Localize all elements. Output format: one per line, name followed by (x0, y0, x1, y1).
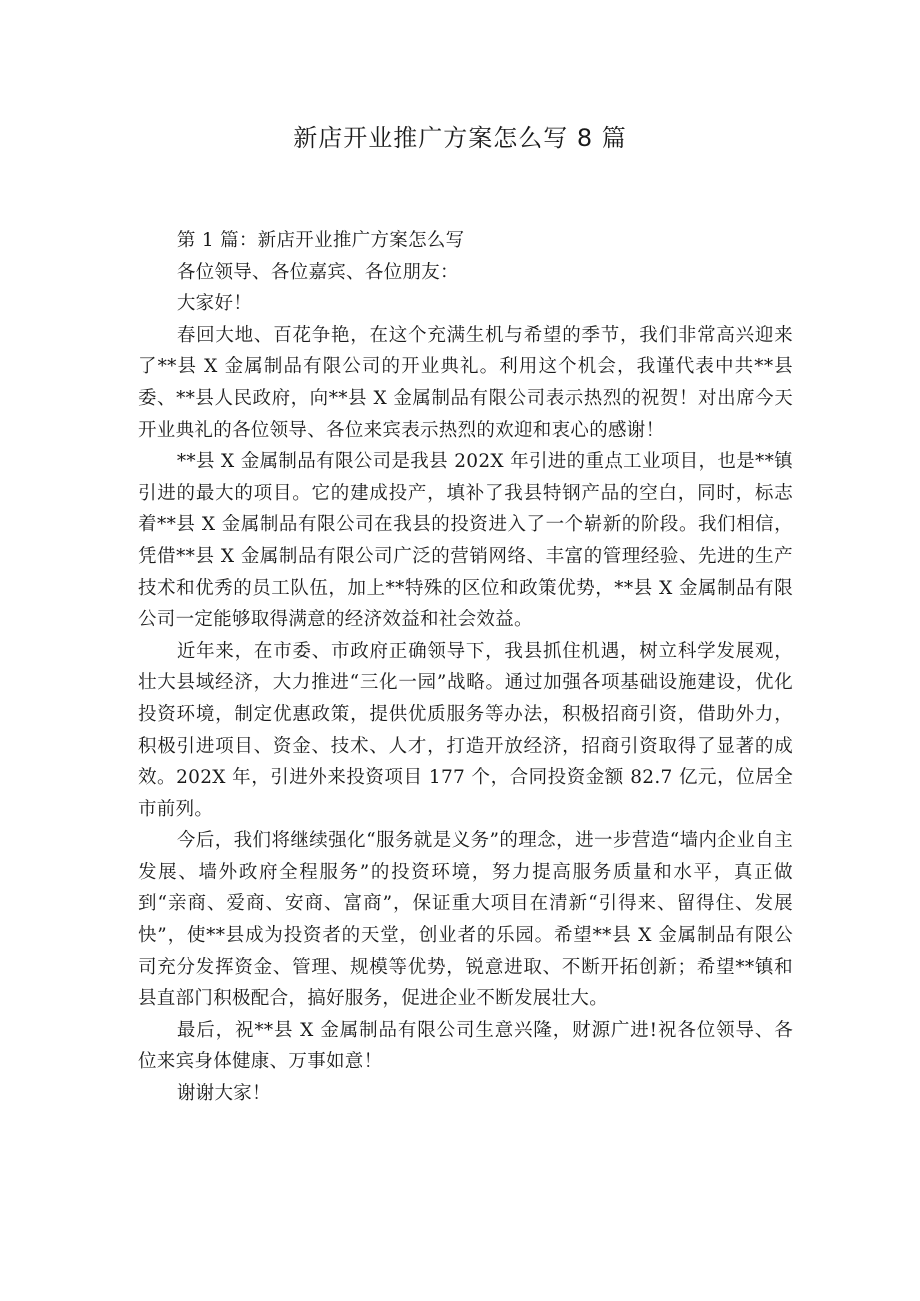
body-paragraph: **县 X 金属制品有限公司是我县 202X 年引进的重点工业项目，也是**镇引进的最大的项目。它的建成投产，填补了我县特钢产品的空白，同时，标志着**县 X 金属制品有限公司在我县的投资进入了一个崭新的阶段。我们相信，凭借**县 X 金属制品有限公司广泛的营销网络、丰富的管理经验、先进的生产技术和优秀的员工队伍，加上**特殊的区位和政策优势，**县 X 金属制品有限公司一定能够取得满意的经济效益和社会效益。 (138, 451, 793, 631)
greeting: 大家好！ (176, 293, 253, 315)
chapter-heading: 第 1 篇：新店开业推广方案怎么写 (176, 230, 465, 251)
document-title: 新店开业推广方案怎么写 8 篇 (293, 124, 627, 152)
body-paragraph: 今后，我们将继续强化“服务就是义务”的理念，进一步营造“墙内企业自主发展、墙外政府全程服务”的投资环境，努力提高服务质量和水平，真正做到“亲商、爱商、安商、富商”，保证重大项目在清新“引得来、留得住、发展快”，使**县成为投资者的天堂，创业者的乐园。希望**县 X 金属制品有限公司充分发挥资金、管理、规模等优势，锐意进取、不断开拓创新；希望**镇和县直部门积极配合，搞好服务，促进企业不断发展壮大。 (138, 830, 793, 1010)
document-body (138, 225, 793, 1110)
salutation: 各位领导、各位嘉宾、各位朋友： (176, 261, 459, 283)
thanks-line: 谢谢大家！ (176, 1083, 271, 1105)
body-paragraph: 近年来，在市委、市政府正确领导下，我县抓住机遇，树立科学发展观，壮大县域经济，大力推进“三化一园”战略。通过加强各项基础设施建设，优化投资环境，制定优惠政策，提供优质服务等办法，积极招商引资，借助外力，积极引进项目、资金、技术、人才，打造开放经济，招商引资取得了显著的成效。202X 年，引进外来投资项目 177 个，合同投资金额 82.7 亿元，位居全市前列。 (138, 640, 793, 820)
body-paragraph: 春回大地、百花争艳，在这个充满生机与希望的季节，我们非常高兴迎来了**县 X 金属制品有限公司的开业典礼。利用这个机会，我谨代表中共**县委、**县人民政府，向**县 X 金属制品有限公司表示热烈的祝贺！对出席今天开业典礼的各位领导、各位来宾表示热烈的欢迎和衷心的感谢！ (138, 324, 793, 441)
closing-paragraph: 最后，祝**县 X 金属制品有限公司生意兴隆，财源广进!祝各位领导、各位来宾身体健康、万事如意！ (138, 1019, 793, 1073)
